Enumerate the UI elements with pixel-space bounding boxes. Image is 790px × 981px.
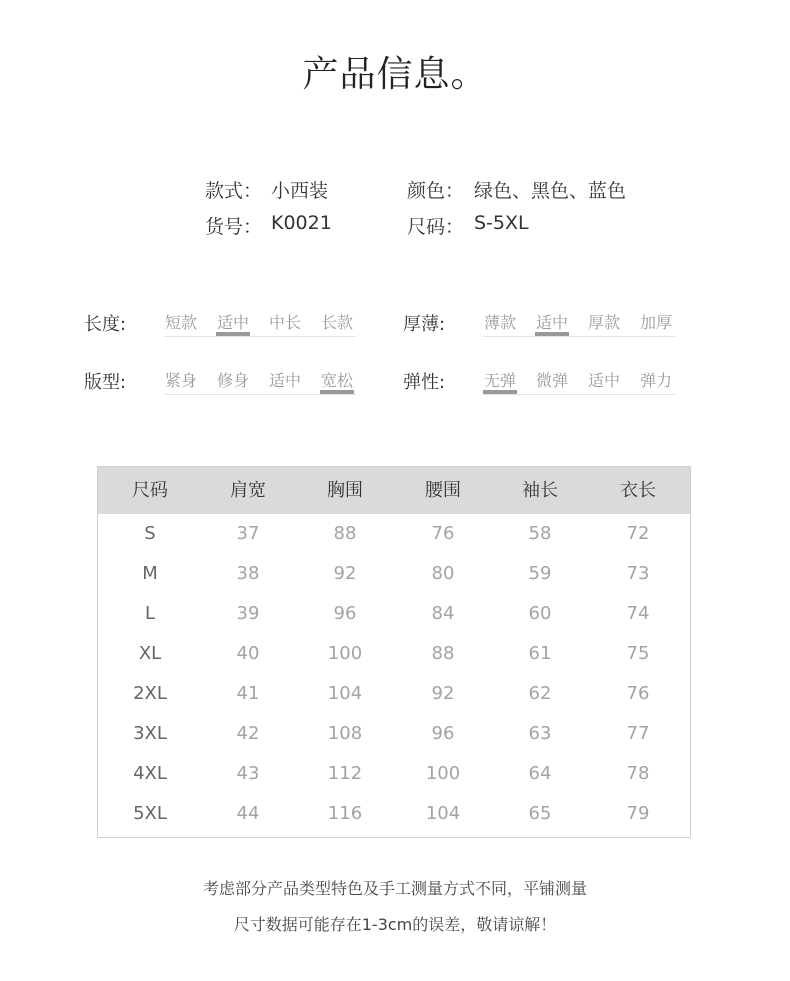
size-cell: XL: [138, 643, 162, 664]
measurement-cell: 88: [431, 643, 455, 664]
elasticity-option: 无弹: [483, 368, 517, 394]
length-option: 中长: [268, 313, 301, 332]
size-cell: 5XL: [133, 803, 167, 824]
fit-options: [164, 368, 356, 395]
measurement-cell: 41: [236, 683, 260, 704]
item-number-value: K0021: [271, 212, 332, 234]
length-option: 适中: [216, 310, 250, 336]
table-row: [98, 754, 690, 794]
size-cell: 4XL: [133, 763, 167, 784]
thickness-option: 适中: [535, 310, 569, 336]
table-header-cell: 衣长: [620, 480, 656, 501]
measurement-cell: 92: [333, 563, 357, 584]
measurement-cell: 64: [528, 763, 552, 784]
table-header-cell: 胸围: [327, 480, 363, 501]
measurement-cell: 74: [626, 603, 650, 624]
measurement-cell: 38: [236, 563, 260, 584]
measurement-cell: 60: [528, 603, 552, 624]
measurement-cell: 79: [626, 803, 650, 824]
measurement-cell: 80: [431, 563, 455, 584]
measurement-cell: 77: [626, 723, 650, 744]
size-value: S-5XL: [474, 212, 529, 234]
thickness-options: [483, 310, 675, 337]
page-title: 产品信息。: [302, 54, 488, 95]
measurement-cell: 58: [528, 523, 552, 544]
table-row: [98, 594, 690, 634]
table-header-cell: 肩宽: [230, 480, 266, 501]
length-option: 短款: [164, 313, 197, 332]
thickness-option: 加厚: [639, 313, 672, 332]
length-option: 长款: [320, 313, 353, 332]
fit-option: 紧身: [164, 371, 197, 390]
measurement-cell: 62: [528, 683, 552, 704]
measurement-cell: 112: [327, 763, 363, 784]
size-cell: L: [144, 603, 156, 624]
measurement-cell: 75: [626, 643, 650, 664]
measurement-cell: 43: [236, 763, 260, 784]
measurement-cell: 100: [327, 643, 363, 664]
measurement-cell: 116: [327, 803, 363, 824]
table-row: [98, 514, 690, 554]
measurement-cell: 104: [425, 803, 461, 824]
style-value: 小西装: [271, 180, 329, 202]
thickness-option: 厚款: [587, 313, 620, 332]
measurement-cell: 59: [528, 563, 552, 584]
measurement-cell: 63: [528, 723, 552, 744]
measurement-cell: 40: [236, 643, 260, 664]
elasticity-options: [483, 368, 675, 395]
measurement-cell: 88: [333, 523, 357, 544]
measurement-cell: 73: [626, 563, 650, 584]
disclaimer-line-2: 尺寸数据可能存在1-3cm的误差，敬请谅解！: [233, 915, 557, 934]
elasticity-label: 弹性:: [403, 372, 446, 393]
length-options: [164, 310, 356, 337]
measurement-cell: 44: [236, 803, 260, 824]
table-row: [98, 554, 690, 594]
table-header-cell: 腰围: [425, 480, 461, 501]
measurement-cell: 96: [333, 603, 357, 624]
table-row: [98, 674, 690, 714]
length-label: 长度:: [84, 314, 127, 335]
fit-label: 版型:: [84, 372, 127, 393]
size-cell: S: [144, 523, 156, 544]
measurement-cell: 108: [327, 723, 363, 744]
measurement-cell: 37: [236, 523, 260, 544]
measurement-cell: 100: [425, 763, 461, 784]
size-cell: 2XL: [133, 683, 167, 704]
measurement-cell: 42: [236, 723, 260, 744]
size-cell: 3XL: [133, 723, 167, 744]
elasticity-option: 弹力: [639, 371, 672, 390]
table-row: [98, 794, 690, 834]
measurement-cell: 104: [327, 683, 363, 704]
measurement-cell: 76: [626, 683, 650, 704]
table-header-cell: 尺码: [132, 480, 168, 501]
color-label: 颜色：: [407, 180, 465, 202]
measurement-cell: 96: [431, 723, 455, 744]
disclaimer-line-1: 考虑部分产品类型特色及手工测量方式不同，平铺测量: [202, 879, 587, 898]
measurement-cell: 72: [626, 523, 650, 544]
style-label: 款式：: [205, 180, 263, 202]
size-table: [97, 466, 691, 838]
measurement-cell: 84: [431, 603, 455, 624]
fit-option: 宽松: [320, 368, 354, 394]
table-row: [98, 634, 690, 674]
fit-option: 修身: [216, 371, 249, 390]
thickness-label: 厚薄:: [403, 314, 446, 335]
measurement-cell: 65: [528, 803, 552, 824]
size-cell: M: [142, 563, 158, 584]
measurement-cell: 76: [431, 523, 455, 544]
size-label: 尺码：: [407, 216, 465, 238]
table-header-cell: 袖长: [522, 480, 558, 501]
measurement-cell: 78: [626, 763, 650, 784]
measurement-cell: 39: [236, 603, 260, 624]
measurement-cell: 92: [431, 683, 455, 704]
table-header: [98, 467, 690, 514]
measurement-cell: 61: [528, 643, 552, 664]
thickness-option: 薄款: [483, 313, 516, 332]
elasticity-option: 微弹: [535, 371, 568, 390]
fit-option: 适中: [268, 371, 301, 390]
table-row: [98, 714, 690, 754]
color-value: 绿色、黑色、蓝色: [474, 180, 627, 202]
elasticity-option: 适中: [587, 371, 620, 390]
item-number-label: 货号：: [205, 216, 263, 238]
